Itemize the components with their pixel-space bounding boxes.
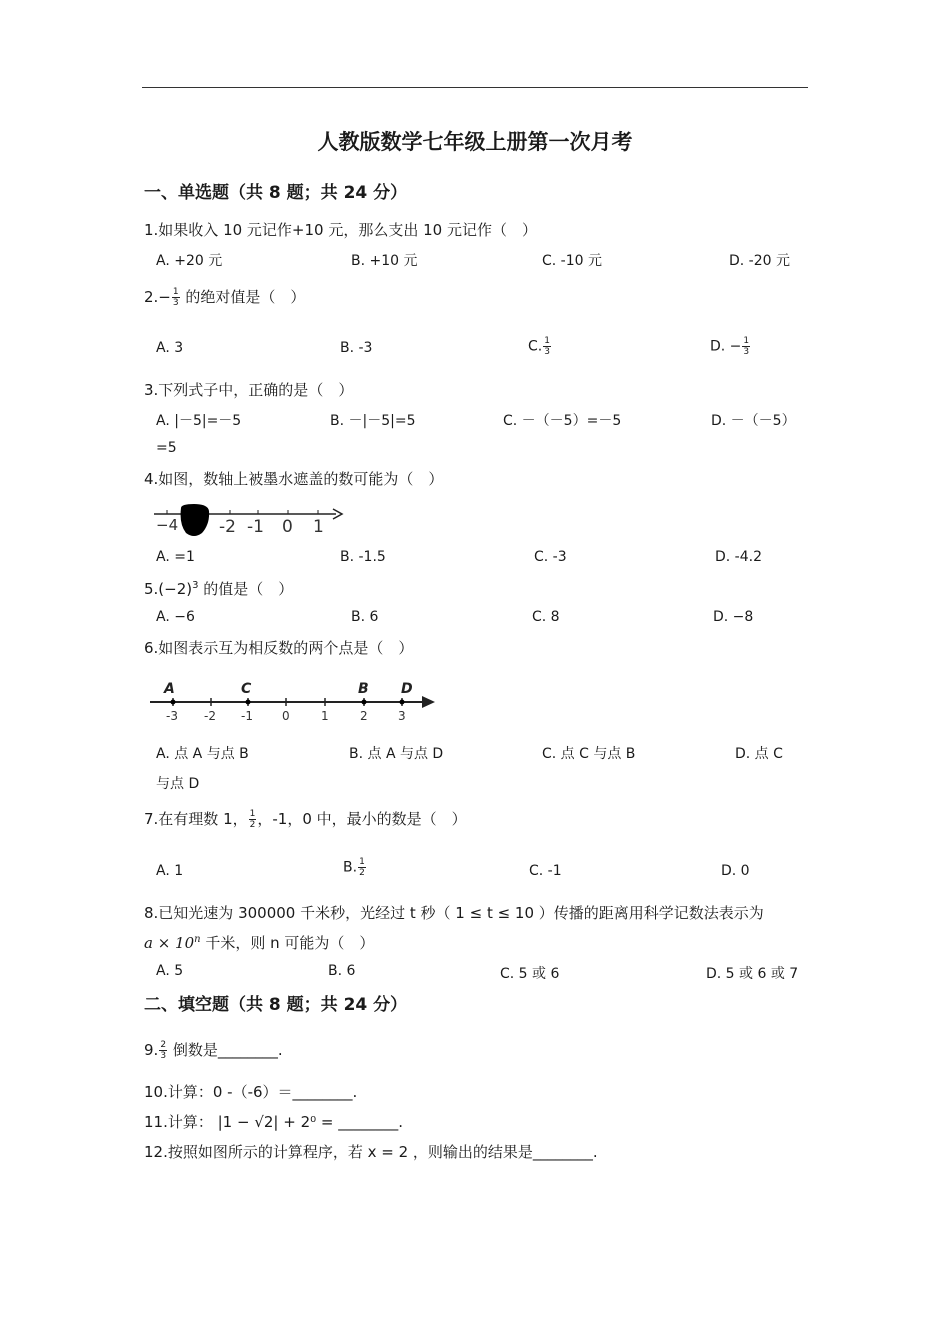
question-7-stem: 7.在有理数 1， $\frac{1}{2}$ ，-1，0 中，最小的数是（ ） — [144, 809, 467, 830]
q2-option-a[interactable]: A. 3 — [156, 340, 184, 356]
q1-option-a[interactable]: A. +20 元 — [156, 253, 223, 269]
q4-axis-label: -2 — [219, 517, 236, 537]
q8-option-c[interactable]: C. 5 或 6 — [500, 966, 560, 982]
section-heading-fill-in: 二、填空题（共 8 题；共 24 分） — [144, 995, 408, 1015]
q8-option-a[interactable]: A. 5 — [156, 963, 184, 979]
q6-option-c[interactable]: C. 点 C 与点 B — [542, 746, 636, 762]
q8-option-d[interactable]: D. 5 或 6 或 7 — [706, 966, 799, 982]
section-heading-choice: 一、单选题（共 8 题；共 24 分） — [144, 183, 408, 203]
q4-option-d[interactable]: D. -4.2 — [715, 549, 762, 565]
q6-option-d[interactable]: D. 点 C — [735, 746, 783, 762]
question-4-stem: 4.如图，数轴上被墨水遮盖的数可能为（ ） — [144, 470, 444, 488]
q6-axis-label: 1 — [321, 709, 329, 723]
q7-option-b[interactable]: B. $\frac{1}{2}$ — [343, 857, 365, 878]
q6-axis-label: -1 — [241, 709, 253, 723]
q2-option-c[interactable]: C. $\frac{1}{3}$ — [528, 336, 550, 357]
point-label-c: C — [241, 681, 252, 697]
ink-blot — [181, 504, 210, 536]
page-title: 人教版数学七年级上册第一次月考 — [317, 129, 633, 154]
q4-axis-label: −4 — [156, 516, 179, 534]
q5-option-b[interactable]: B. 6 — [351, 609, 379, 625]
q5-option-a[interactable]: A. −6 — [156, 609, 195, 625]
header-rule — [142, 87, 808, 88]
question-1-stem: 1.如果收入 10 元记作+10 元，那么支出 10 元记作（ ） — [144, 221, 537, 239]
question-8-stem: 8.已知光速为 300000 千米秒，光经过 t 秒（ 1 ≤ t ≤ 10 ）传播的距离用科学记数法表示为 — [144, 904, 764, 922]
question-5-stem: $5.(-2)^3$ 的值是（ ） — [144, 580, 294, 598]
q7-option-d[interactable]: D. 0 — [721, 863, 750, 879]
q4-number-line-figure — [150, 500, 350, 540]
q6-axis-label: 3 — [398, 709, 406, 723]
q6-number-line-figure — [146, 676, 446, 726]
point-label-a: A — [164, 681, 175, 697]
q7-option-a[interactable]: A. 1 — [156, 863, 184, 879]
question-10-stem: 10.计算：0 -（-6）＝________. — [144, 1083, 358, 1101]
q2-option-b[interactable]: B. -3 — [340, 340, 373, 356]
q4-axis-label: 0 — [282, 517, 293, 537]
question-11-stem: 11.计算： |1 − √2| + 2⁰ = ________. — [144, 1113, 404, 1131]
question-3-stem: 3.下列式子中，正确的是（ ） — [144, 381, 354, 399]
q6-axis-label: -3 — [166, 709, 178, 723]
q2-suffix: 的绝对值是（ ） — [185, 288, 306, 306]
question-6-stem: 6.如图表示互为相反数的两个点是（ ） — [144, 639, 414, 657]
q2-fraction: $\frac{1}{3}$ — [172, 287, 179, 308]
q4-axis-label: 1 — [313, 517, 324, 537]
question-2-stem — [144, 286, 305, 308]
q3-option-b[interactable]: B. －|－5|=5 — [330, 413, 416, 429]
question-12-stem: 12.按照如图所示的计算程序，若 x = 2 ，则输出的结果是________. — [144, 1143, 598, 1161]
q6-option-b[interactable]: B. 点 A 与点 D — [349, 746, 444, 762]
q2-prefix: 2.− — [144, 288, 171, 306]
q6-axis-label: 0 — [282, 709, 290, 723]
q3-option-c[interactable]: C. －（－5）=－5 — [503, 413, 622, 429]
q3-option-d[interactable]: D. －（－5） — [711, 413, 796, 429]
q4-axis-label: -1 — [247, 517, 264, 537]
q1-option-b[interactable]: B. +10 元 — [351, 253, 418, 269]
q4-option-b[interactable]: B. -1.5 — [340, 549, 386, 565]
q3-option-d-continued: =5 — [156, 440, 177, 456]
q5-option-d[interactable]: D. −8 — [713, 609, 754, 625]
point-label-b: B — [358, 681, 369, 697]
q5-option-c[interactable]: C. 8 — [532, 609, 560, 625]
question-9-stem: 9. $\frac{2}{3}$ 倒数是________. — [144, 1040, 283, 1061]
q4-option-c[interactable]: C. -3 — [534, 549, 567, 565]
q6-option-d-continued: 与点 D — [156, 776, 200, 792]
question-8-stem-line2: $a \times 10^n$ 千米，则 n 可能为（ ） — [144, 934, 375, 952]
q4-option-a[interactable]: A. =1 — [156, 549, 195, 565]
q1-option-d[interactable]: D. -20 元 — [729, 253, 790, 269]
q7-option-c[interactable]: C. -1 — [529, 863, 562, 879]
q8-option-b[interactable]: B. 6 — [328, 963, 356, 979]
q6-option-a[interactable]: A. 点 A 与点 B — [156, 746, 249, 762]
point-label-d: D — [401, 681, 413, 697]
q2-option-d[interactable]: D. − $\frac{1}{3}$ — [710, 336, 750, 357]
q6-axis-label: 2 — [360, 709, 368, 723]
q6-axis-label: -2 — [204, 709, 216, 723]
q1-option-c[interactable]: C. -10 元 — [542, 253, 602, 269]
q3-option-a[interactable]: A. |－5|=－5 — [156, 413, 242, 429]
